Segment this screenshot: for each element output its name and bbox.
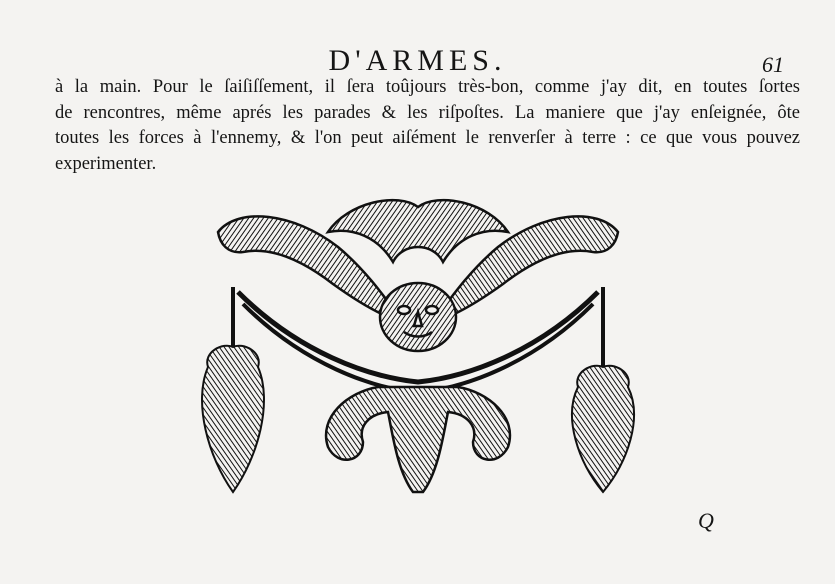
text-line-2: de rencontres, même aprés les parades & les riſpoſtes. La maniere que j'ay enſeignée, ôte	[55, 102, 800, 123]
text-line-4: experimenter.	[55, 153, 157, 174]
body-paragraph	[55, 75, 800, 177]
page-number: 61	[762, 52, 784, 77]
grotesque-mask-tailpiece-icon	[198, 192, 638, 507]
text-line-1: à la main. Pour le ſaiſiſſement, il ſera toûjours très-bon, comme j'ay dit, en toutes ſortes	[55, 77, 800, 97]
text-line-3: toutes les forces à l'ennemy, & l'on peut aiſément le renverſer à terre : ce que vous pouvez	[55, 128, 800, 148]
running-head-title: D'ARMES.	[328, 44, 507, 77]
catchword: Q	[698, 508, 714, 533]
